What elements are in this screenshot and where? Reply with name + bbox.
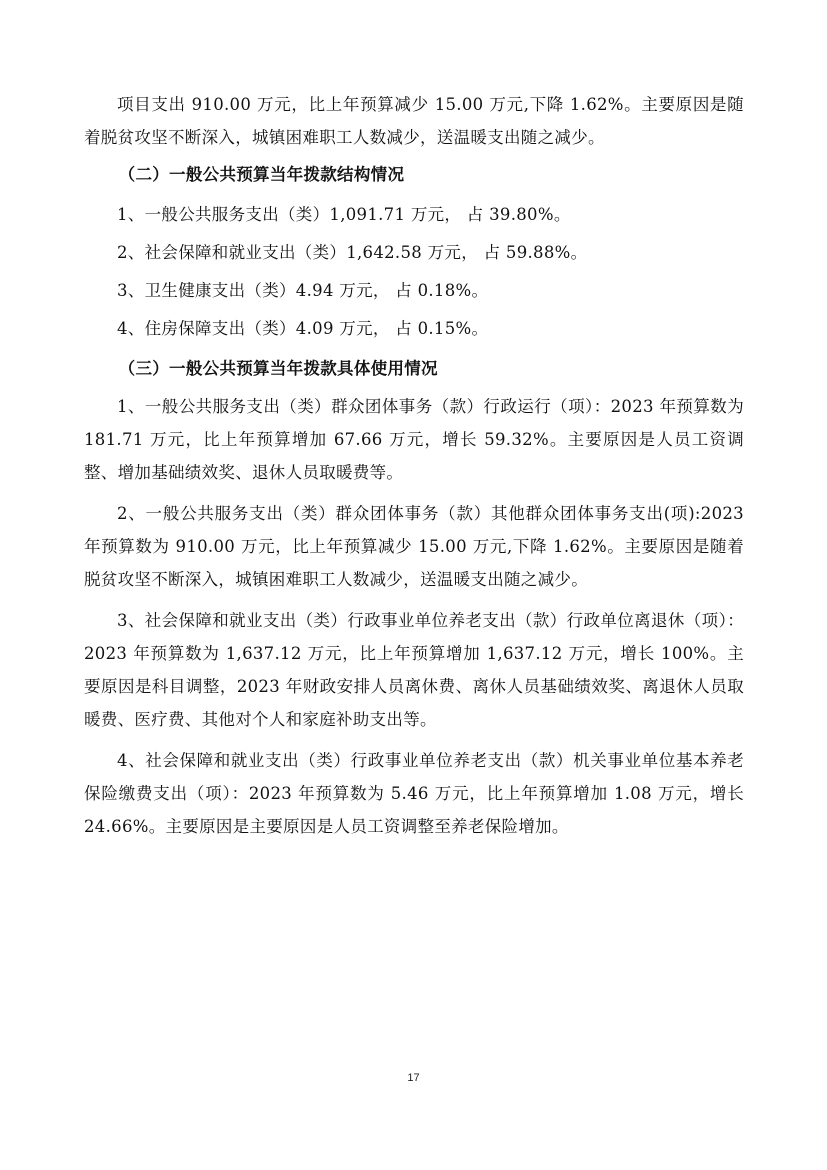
section-2-item: 1、一般公共服务支出（类）1,091.71 万元， 占 39.80%。 (117, 205, 571, 224)
section-2-item: 3、卫生健康支出（类）4.94 万元， 占 0.18%。 (117, 281, 489, 300)
intro-paragraph: 项目支出 910.00 万元，比上年预算减少 15.00 万元,下降 1.62%。主要原因是随着脱贫攻坚不断深入，城镇困难职工人数减少，送温暖支出随之减少。 (84, 95, 744, 147)
section-3-heading: （三）一般公共预算当年拨款具体使用情况 (118, 359, 438, 378)
section-3-paragraphs (84, 390, 744, 843)
section-2-item: 4、住房保障支出（类）4.09 万元， 占 0.15%。 (117, 319, 489, 338)
section-2-heading: （二）一般公共预算当年拨款结构情况 (118, 165, 405, 184)
section-3-paragraph: 1、一般公共服务支出（类）群众团体事务（款）行政运行（项）：2023 年预算数为 181.71 万元，比上年预算增加 67.66 万元，增长 59.32%。主要原因是人员工资调整、增加基础绩效奖、退休人员取暖费等。 (84, 397, 744, 482)
document-body (84, 88, 744, 843)
section-2-item: 2、社会保障和就业支出（类）1,642.58 万元， 占 59.88%。 (117, 243, 588, 262)
section-3-paragraph: 2、一般公共服务支出（类）群众团体事务（款）其他群众团体事务支出(项):2023 年预算数为 910.00 万元，比上年预算减少 15.00 万元,下降 1.62%。主要原因是随着脱贫攻坚不断深入，城镇困难职工人数减少，送温暖支出随之减少。 (84, 504, 744, 589)
section-3-paragraph: 4、社会保障和就业支出（类）行政事业单位养老支出（款）机关事业单位基本养老保险缴费支出（项）：2023 年预算数为 5.46 万元，比上年预算增加 1.08 万元，增长 24.66%。主要原因是主要原因是人员工资调整至养老保险增加。 (84, 751, 744, 836)
section-3-paragraph: 3、社会保障和就业支出（类）行政事业单位养老支出（款）行政单位离退休（项）：2023 年预算数为 1,637.12 万元，比上年预算增加 1,637.12 万元，增长 100%。主要原因是科目调整，2023 年财政安排人员离休费、离休人员基础绩效奖、离退休人员取暖费、医疗费、其他对个人和家庭补助支出等。 (84, 611, 744, 729)
page-number: 17 (407, 1072, 420, 1084)
section-2-list (84, 196, 744, 348)
